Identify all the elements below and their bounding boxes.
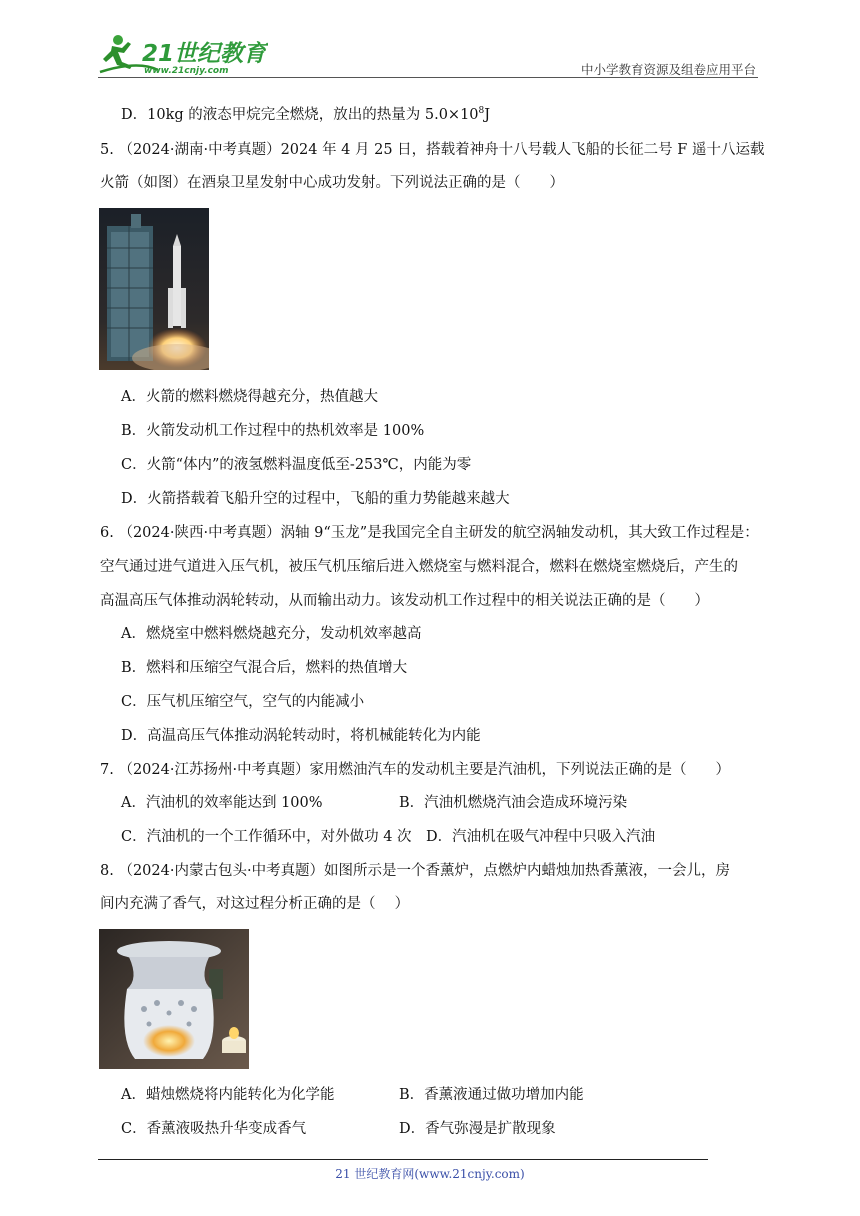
q8-stem-line1: 8. （2024·内蒙古包头·中考真题）如图所示是一个香薰炉，点燃炉内蜡烛加热香薰液，一会儿，房 (100, 863, 731, 879)
q4-option-d: D．10kg 的液态甲烷完全燃烧，放出的热量为 $5.0\times 10^8J$ (121, 106, 491, 123)
aroma-burner-photo (99, 929, 249, 1069)
footer-divider (98, 1159, 708, 1160)
q8-option-d: D．香气弥漫是扩散现象 (399, 1121, 556, 1137)
svg-text:21世纪教育: 21世纪教育 (142, 41, 267, 67)
q6-option-a: A．燃烧室中燃料燃烧越充分，发动机效率越高 (121, 626, 422, 642)
q7-stem-line1: 7. （2024·江苏扬州·中考真题）家用燃油汽车的发动机主要是汽油机，下列说法正确的是（ ） (100, 762, 731, 778)
q6-option-c: C．压气机压缩空气，空气的内能减小 (121, 694, 365, 710)
q8-option-b: B．香薰液通过做功增加内能 (399, 1087, 584, 1103)
page-header (98, 30, 758, 80)
q8-option-a: A．蜡烛燃烧将内能转化为化学能 (121, 1087, 335, 1103)
q5-option-c: C．火箭“体内”的液氢燃料温度低至-253℃，内能为零 (121, 457, 472, 473)
q7-option-b: B．汽油机燃烧汽油会造成环境污染 (399, 795, 628, 811)
header-divider (98, 77, 758, 78)
q6-stem-line2: 空气通过进气道进入压气机，被压气机压缩后进入燃烧室与燃料混合，燃料在燃烧室燃烧后，产生的 (100, 559, 738, 575)
svg-text:www.21cnjy.com: www.21cnjy.com (144, 66, 229, 76)
footer-link[interactable]: 21 世纪教育网(www.21cnjy.com) (335, 1167, 525, 1181)
q6-stem-line3: 高温高压气体推动涡轮转动，从而输出动力。该发动机工作过程中的相关说法正确的是（ ） (100, 593, 709, 609)
q7-option-a: A．汽油机的效率能达到 100% (121, 795, 323, 811)
q5-option-b: B．火箭发动机工作过程中的热机效率是 100% (121, 423, 425, 439)
q6-option-d: D．高温高压气体推动涡轮转动时，将机械能转化为内能 (121, 728, 481, 744)
site-logo (98, 32, 268, 76)
q7-option-cd: C．汽油机的一个工作循环中，对外做功 4 次 D．汽油机在吸气冲程中只吸入汽油 (121, 829, 656, 845)
q5-option-d: D．火箭搭载着飞船升空的过程中，飞船的重力势能越来越大 (121, 491, 510, 507)
q6-stem-line1: 6. （2024·陕西·中考真题）涡轴 9“玉龙”是我国完全自主研发的航空涡轴发动机，其大致工作过程是： (100, 525, 759, 541)
rocket-launch-photo (99, 208, 209, 370)
q8-stem-line2: 间内充满了香气，对这过程分析正确的是（ ） (100, 896, 410, 912)
q5-stem-line1: 5. （2024·湖南·中考真题）2024 年 4 月 25 日，搭载着神舟十八号载人飞船的长征二号 F 遥十八运载 (100, 142, 765, 158)
header-tagline: 中小学教育资源及组卷应用平台 (580, 62, 756, 77)
q5-stem-line2: 火箭（如图）在酒泉卫星发射中心成功发射。下列说法正确的是（ ） (100, 175, 564, 191)
q5-option-a: A．火箭的燃料燃烧得越充分，热值越大 (121, 389, 378, 405)
q8-option-c: C．香薰液吸热升华变成香气 (121, 1121, 307, 1137)
q6-option-b: B．燃料和压缩空气混合后，燃料的热值增大 (121, 660, 408, 676)
